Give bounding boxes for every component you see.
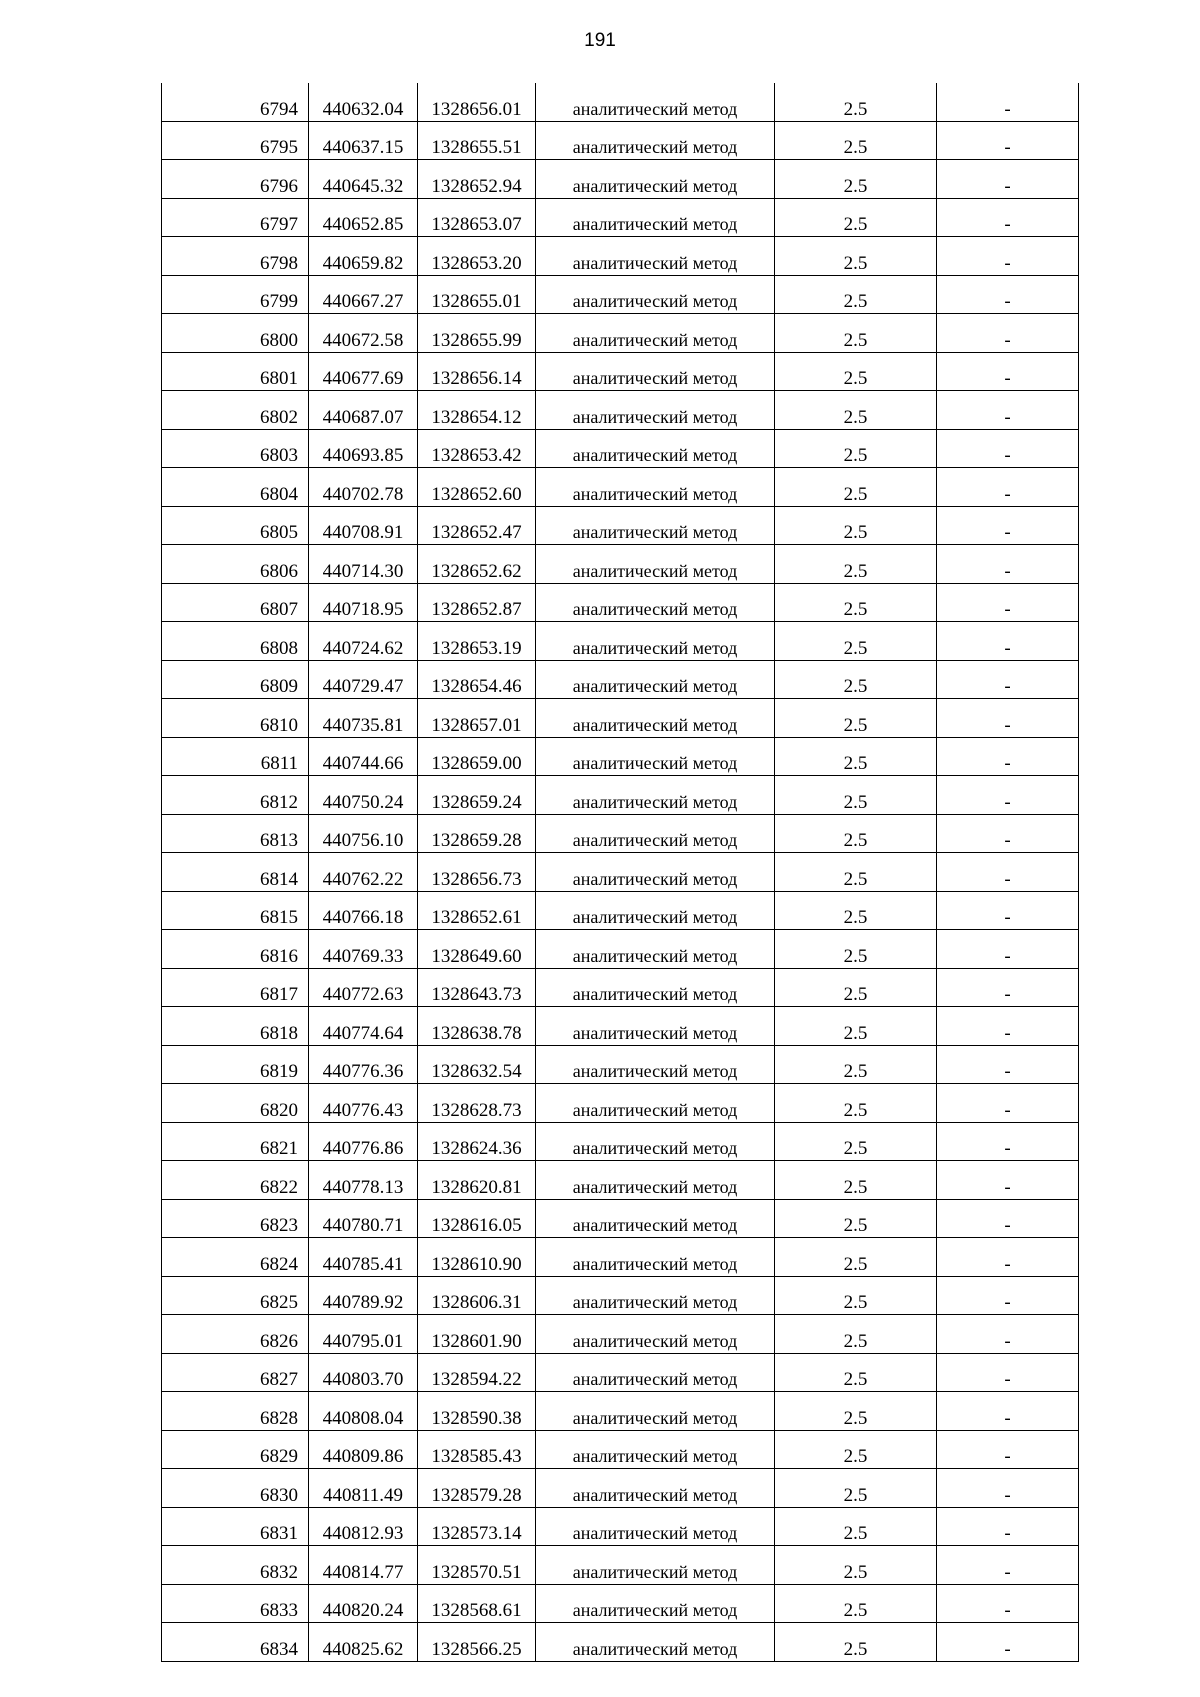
y-coordinate-cell: 1328594.22	[418, 1353, 536, 1392]
precision-cell: 2.5	[775, 1045, 937, 1084]
precision-cell: 2.5	[775, 622, 937, 661]
method-cell: аналитический метод	[536, 160, 775, 199]
table-row	[162, 275, 1079, 314]
note-cell: -	[937, 968, 1079, 1007]
note-cell: -	[937, 429, 1079, 468]
method-cell: аналитический метод	[536, 1315, 775, 1354]
note-cell: -	[937, 699, 1079, 738]
x-coordinate-cell: 440632.04	[309, 83, 418, 121]
precision-cell: 2.5	[775, 776, 937, 815]
precision-cell: 2.5	[775, 121, 937, 160]
precision-cell: 2.5	[775, 1122, 937, 1161]
point-number-cell: 6825	[162, 1276, 309, 1315]
precision-cell: 2.5	[775, 1276, 937, 1315]
precision-cell: 2.5	[775, 1161, 937, 1200]
method-cell: аналитический метод	[536, 1469, 775, 1508]
point-number-cell: 6802	[162, 391, 309, 430]
x-coordinate-cell: 440769.33	[309, 930, 418, 969]
precision-cell: 2.5	[775, 1084, 937, 1123]
note-cell: -	[937, 1199, 1079, 1238]
y-coordinate-cell: 1328566.25	[418, 1623, 536, 1662]
precision-cell: 2.5	[775, 814, 937, 853]
y-coordinate-cell: 1328655.99	[418, 314, 536, 353]
point-number-cell: 6818	[162, 1007, 309, 1046]
x-coordinate-cell: 440776.36	[309, 1045, 418, 1084]
method-cell: аналитический метод	[536, 1546, 775, 1585]
point-number-cell: 6798	[162, 237, 309, 276]
y-coordinate-cell: 1328573.14	[418, 1507, 536, 1546]
point-number-cell: 6833	[162, 1584, 309, 1623]
precision-cell: 2.5	[775, 1238, 937, 1277]
point-number-cell: 6834	[162, 1623, 309, 1662]
point-number-cell: 6813	[162, 814, 309, 853]
x-coordinate-cell: 440776.43	[309, 1084, 418, 1123]
point-number-cell: 6807	[162, 583, 309, 622]
note-cell: -	[937, 1007, 1079, 1046]
precision-cell: 2.5	[775, 1469, 937, 1508]
y-coordinate-cell: 1328632.54	[418, 1045, 536, 1084]
note-cell: -	[937, 891, 1079, 930]
table-row	[162, 1353, 1079, 1392]
precision-cell: 2.5	[775, 545, 937, 584]
x-coordinate-cell: 440772.63	[309, 968, 418, 1007]
table-row	[162, 968, 1079, 1007]
table-row	[162, 1122, 1079, 1161]
y-coordinate-cell: 1328643.73	[418, 968, 536, 1007]
method-cell: аналитический метод	[536, 660, 775, 699]
table-row	[162, 1084, 1079, 1123]
table-row	[162, 1392, 1079, 1431]
method-cell: аналитический метод	[536, 1392, 775, 1431]
point-number-cell: 6815	[162, 891, 309, 930]
point-number-cell: 6799	[162, 275, 309, 314]
method-cell: аналитический метод	[536, 930, 775, 969]
point-number-cell: 6801	[162, 352, 309, 391]
method-cell: аналитический метод	[536, 1353, 775, 1392]
point-number-cell: 6795	[162, 121, 309, 160]
table-row	[162, 660, 1079, 699]
y-coordinate-cell: 1328652.87	[418, 583, 536, 622]
table-row	[162, 891, 1079, 930]
method-cell: аналитический метод	[536, 699, 775, 738]
point-number-cell: 6817	[162, 968, 309, 1007]
y-coordinate-cell: 1328652.62	[418, 545, 536, 584]
y-coordinate-cell: 1328653.07	[418, 198, 536, 237]
method-cell: аналитический метод	[536, 891, 775, 930]
y-coordinate-cell: 1328638.78	[418, 1007, 536, 1046]
precision-cell: 2.5	[775, 83, 937, 121]
precision-cell: 2.5	[775, 314, 937, 353]
method-cell: аналитический метод	[536, 83, 775, 121]
y-coordinate-cell: 1328601.90	[418, 1315, 536, 1354]
method-cell: аналитический метод	[536, 198, 775, 237]
x-coordinate-cell: 440766.18	[309, 891, 418, 930]
point-number-cell: 6797	[162, 198, 309, 237]
note-cell: -	[937, 583, 1079, 622]
y-coordinate-cell: 1328568.61	[418, 1584, 536, 1623]
precision-cell: 2.5	[775, 891, 937, 930]
x-coordinate-cell: 440659.82	[309, 237, 418, 276]
method-cell: аналитический метод	[536, 1238, 775, 1277]
table-row	[162, 391, 1079, 430]
note-cell: -	[937, 1392, 1079, 1431]
note-cell: -	[937, 198, 1079, 237]
precision-cell: 2.5	[775, 275, 937, 314]
table-row	[162, 1161, 1079, 1200]
note-cell: -	[937, 1469, 1079, 1508]
point-number-cell: 6806	[162, 545, 309, 584]
x-coordinate-cell: 440729.47	[309, 660, 418, 699]
point-number-cell: 6819	[162, 1045, 309, 1084]
point-number-cell: 6805	[162, 506, 309, 545]
x-coordinate-cell: 440820.24	[309, 1584, 418, 1623]
x-coordinate-cell: 440645.32	[309, 160, 418, 199]
note-cell: -	[937, 1238, 1079, 1277]
table-row	[162, 1546, 1079, 1585]
table-row	[162, 121, 1079, 160]
precision-cell: 2.5	[775, 699, 937, 738]
method-cell: аналитический метод	[536, 1430, 775, 1469]
x-coordinate-cell: 440776.86	[309, 1122, 418, 1161]
point-number-cell: 6822	[162, 1161, 309, 1200]
method-cell: аналитический метод	[536, 1007, 775, 1046]
precision-cell: 2.5	[775, 352, 937, 391]
note-cell: -	[937, 814, 1079, 853]
table-row	[162, 853, 1079, 892]
point-number-cell: 6826	[162, 1315, 309, 1354]
precision-cell: 2.5	[775, 198, 937, 237]
precision-cell: 2.5	[775, 160, 937, 199]
note-cell: -	[937, 1276, 1079, 1315]
note-cell: -	[937, 1430, 1079, 1469]
point-number-cell: 6803	[162, 429, 309, 468]
method-cell: аналитический метод	[536, 1084, 775, 1123]
precision-cell: 2.5	[775, 1430, 937, 1469]
precision-cell: 2.5	[775, 737, 937, 776]
y-coordinate-cell: 1328620.81	[418, 1161, 536, 1200]
x-coordinate-cell: 440756.10	[309, 814, 418, 853]
table-row	[162, 237, 1079, 276]
method-cell: аналитический метод	[536, 545, 775, 584]
note-cell: -	[937, 391, 1079, 430]
precision-cell: 2.5	[775, 1546, 937, 1585]
table-row	[162, 506, 1079, 545]
x-coordinate-cell: 440718.95	[309, 583, 418, 622]
precision-cell: 2.5	[775, 1623, 937, 1662]
x-coordinate-cell: 440677.69	[309, 352, 418, 391]
method-cell: аналитический метод	[536, 429, 775, 468]
note-cell: -	[937, 1045, 1079, 1084]
note-cell: -	[937, 1161, 1079, 1200]
x-coordinate-cell: 440724.62	[309, 622, 418, 661]
table-row	[162, 545, 1079, 584]
method-cell: аналитический метод	[536, 737, 775, 776]
method-cell: аналитический метод	[536, 506, 775, 545]
table-row	[162, 198, 1079, 237]
table-row	[162, 1584, 1079, 1623]
page-number: 191	[584, 30, 616, 51]
note-cell: -	[937, 1084, 1079, 1123]
y-coordinate-cell: 1328652.94	[418, 160, 536, 199]
x-coordinate-cell: 440809.86	[309, 1430, 418, 1469]
x-coordinate-cell: 440785.41	[309, 1238, 418, 1277]
x-coordinate-cell: 440637.15	[309, 121, 418, 160]
precision-cell: 2.5	[775, 853, 937, 892]
point-number-cell: 6828	[162, 1392, 309, 1431]
y-coordinate-cell: 1328656.01	[418, 83, 536, 121]
y-coordinate-cell: 1328585.43	[418, 1430, 536, 1469]
coordinates-table-body	[162, 83, 1079, 1661]
method-cell: аналитический метод	[536, 1507, 775, 1546]
point-number-cell: 6823	[162, 1199, 309, 1238]
method-cell: аналитический метод	[536, 1045, 775, 1084]
y-coordinate-cell: 1328579.28	[418, 1469, 536, 1508]
table-row	[162, 1199, 1079, 1238]
y-coordinate-cell: 1328652.47	[418, 506, 536, 545]
note-cell: -	[937, 237, 1079, 276]
precision-cell: 2.5	[775, 583, 937, 622]
x-coordinate-cell: 440778.13	[309, 1161, 418, 1200]
y-coordinate-cell: 1328653.20	[418, 237, 536, 276]
table-row	[162, 314, 1079, 353]
table-row	[162, 1276, 1079, 1315]
table-row	[162, 1007, 1079, 1046]
y-coordinate-cell: 1328659.28	[418, 814, 536, 853]
y-coordinate-cell: 1328628.73	[418, 1084, 536, 1123]
point-number-cell: 6824	[162, 1238, 309, 1277]
point-number-cell: 6829	[162, 1430, 309, 1469]
note-cell: -	[937, 1122, 1079, 1161]
x-coordinate-cell: 440702.78	[309, 468, 418, 507]
method-cell: аналитический метод	[536, 275, 775, 314]
precision-cell: 2.5	[775, 1584, 937, 1623]
precision-cell: 2.5	[775, 1315, 937, 1354]
y-coordinate-cell: 1328652.60	[418, 468, 536, 507]
point-number-cell: 6810	[162, 699, 309, 738]
y-coordinate-cell: 1328653.19	[418, 622, 536, 661]
y-coordinate-cell: 1328590.38	[418, 1392, 536, 1431]
y-coordinate-cell: 1328659.24	[418, 776, 536, 815]
note-cell: -	[937, 160, 1079, 199]
x-coordinate-cell: 440814.77	[309, 1546, 418, 1585]
y-coordinate-cell: 1328570.51	[418, 1546, 536, 1585]
point-number-cell: 6796	[162, 160, 309, 199]
x-coordinate-cell: 440750.24	[309, 776, 418, 815]
point-number-cell: 6800	[162, 314, 309, 353]
y-coordinate-cell: 1328654.12	[418, 391, 536, 430]
y-coordinate-cell: 1328656.73	[418, 853, 536, 892]
precision-cell: 2.5	[775, 1353, 937, 1392]
method-cell: аналитический метод	[536, 1584, 775, 1623]
method-cell: аналитический метод	[536, 121, 775, 160]
precision-cell: 2.5	[775, 1007, 937, 1046]
x-coordinate-cell: 440744.66	[309, 737, 418, 776]
precision-cell: 2.5	[775, 968, 937, 1007]
precision-cell: 2.5	[775, 237, 937, 276]
x-coordinate-cell: 440652.85	[309, 198, 418, 237]
x-coordinate-cell: 440672.58	[309, 314, 418, 353]
y-coordinate-cell: 1328610.90	[418, 1238, 536, 1277]
note-cell: -	[937, 468, 1079, 507]
method-cell: аналитический метод	[536, 314, 775, 353]
precision-cell: 2.5	[775, 930, 937, 969]
note-cell: -	[937, 1315, 1079, 1354]
x-coordinate-cell: 440780.71	[309, 1199, 418, 1238]
y-coordinate-cell: 1328655.01	[418, 275, 536, 314]
x-coordinate-cell: 440714.30	[309, 545, 418, 584]
precision-cell: 2.5	[775, 468, 937, 507]
table-row	[162, 737, 1079, 776]
method-cell: аналитический метод	[536, 968, 775, 1007]
y-coordinate-cell: 1328649.60	[418, 930, 536, 969]
point-number-cell: 6809	[162, 660, 309, 699]
precision-cell: 2.5	[775, 1199, 937, 1238]
table-row	[162, 160, 1079, 199]
point-number-cell: 6811	[162, 737, 309, 776]
x-coordinate-cell: 440667.27	[309, 275, 418, 314]
method-cell: аналитический метод	[536, 853, 775, 892]
table-row	[162, 622, 1079, 661]
point-number-cell: 6827	[162, 1353, 309, 1392]
note-cell: -	[937, 660, 1079, 699]
y-coordinate-cell: 1328657.01	[418, 699, 536, 738]
x-coordinate-cell: 440808.04	[309, 1392, 418, 1431]
x-coordinate-cell: 440693.85	[309, 429, 418, 468]
x-coordinate-cell: 440789.92	[309, 1276, 418, 1315]
x-coordinate-cell: 440811.49	[309, 1469, 418, 1508]
method-cell: аналитический метод	[536, 391, 775, 430]
note-cell: -	[937, 930, 1079, 969]
coordinates-table	[161, 83, 1079, 1662]
note-cell: -	[937, 83, 1079, 121]
point-number-cell: 6831	[162, 1507, 309, 1546]
note-cell: -	[937, 622, 1079, 661]
method-cell: аналитический метод	[536, 352, 775, 391]
note-cell: -	[937, 1546, 1079, 1585]
x-coordinate-cell: 440687.07	[309, 391, 418, 430]
table-row	[162, 583, 1079, 622]
x-coordinate-cell: 440762.22	[309, 853, 418, 892]
point-number-cell: 6820	[162, 1084, 309, 1123]
note-cell: -	[937, 776, 1079, 815]
note-cell: -	[937, 314, 1079, 353]
x-coordinate-cell: 440825.62	[309, 1623, 418, 1662]
note-cell: -	[937, 737, 1079, 776]
note-cell: -	[937, 1353, 1079, 1392]
point-number-cell: 6821	[162, 1122, 309, 1161]
y-coordinate-cell: 1328659.00	[418, 737, 536, 776]
precision-cell: 2.5	[775, 1392, 937, 1431]
y-coordinate-cell: 1328624.36	[418, 1122, 536, 1161]
precision-cell: 2.5	[775, 429, 937, 468]
note-cell: -	[937, 506, 1079, 545]
y-coordinate-cell: 1328653.42	[418, 429, 536, 468]
point-number-cell: 6812	[162, 776, 309, 815]
precision-cell: 2.5	[775, 660, 937, 699]
table-row	[162, 352, 1079, 391]
method-cell: аналитический метод	[536, 583, 775, 622]
method-cell: аналитический метод	[536, 1122, 775, 1161]
x-coordinate-cell: 440774.64	[309, 1007, 418, 1046]
table-row	[162, 429, 1079, 468]
note-cell: -	[937, 352, 1079, 391]
table-row	[162, 1315, 1079, 1354]
table-row	[162, 699, 1079, 738]
table-row	[162, 83, 1079, 121]
table-row	[162, 1430, 1079, 1469]
point-number-cell: 6816	[162, 930, 309, 969]
y-coordinate-cell: 1328652.61	[418, 891, 536, 930]
table-row	[162, 1238, 1079, 1277]
x-coordinate-cell: 440803.70	[309, 1353, 418, 1392]
precision-cell: 2.5	[775, 1507, 937, 1546]
y-coordinate-cell: 1328606.31	[418, 1276, 536, 1315]
precision-cell: 2.5	[775, 506, 937, 545]
x-coordinate-cell: 440708.91	[309, 506, 418, 545]
note-cell: -	[937, 1623, 1079, 1662]
table-row	[162, 776, 1079, 815]
point-number-cell: 6804	[162, 468, 309, 507]
method-cell: аналитический метод	[536, 237, 775, 276]
y-coordinate-cell: 1328616.05	[418, 1199, 536, 1238]
table-row	[162, 1507, 1079, 1546]
point-number-cell: 6830	[162, 1469, 309, 1508]
method-cell: аналитический метод	[536, 468, 775, 507]
point-number-cell: 6814	[162, 853, 309, 892]
y-coordinate-cell: 1328656.14	[418, 352, 536, 391]
table-row	[162, 468, 1079, 507]
method-cell: аналитический метод	[536, 814, 775, 853]
table-row	[162, 1469, 1079, 1508]
table-row	[162, 1623, 1079, 1662]
note-cell: -	[937, 1584, 1079, 1623]
point-number-cell: 6794	[162, 83, 309, 121]
note-cell: -	[937, 853, 1079, 892]
method-cell: аналитический метод	[536, 622, 775, 661]
point-number-cell: 6808	[162, 622, 309, 661]
note-cell: -	[937, 121, 1079, 160]
method-cell: аналитический метод	[536, 776, 775, 815]
x-coordinate-cell: 440795.01	[309, 1315, 418, 1354]
note-cell: -	[937, 545, 1079, 584]
method-cell: аналитический метод	[536, 1276, 775, 1315]
table-row	[162, 814, 1079, 853]
point-number-cell: 6832	[162, 1546, 309, 1585]
table-row	[162, 1045, 1079, 1084]
precision-cell: 2.5	[775, 391, 937, 430]
x-coordinate-cell: 440812.93	[309, 1507, 418, 1546]
note-cell: -	[937, 1507, 1079, 1546]
method-cell: аналитический метод	[536, 1161, 775, 1200]
y-coordinate-cell: 1328654.46	[418, 660, 536, 699]
x-coordinate-cell: 440735.81	[309, 699, 418, 738]
method-cell: аналитический метод	[536, 1623, 775, 1662]
table-row	[162, 930, 1079, 969]
method-cell: аналитический метод	[536, 1199, 775, 1238]
note-cell: -	[937, 275, 1079, 314]
y-coordinate-cell: 1328655.51	[418, 121, 536, 160]
